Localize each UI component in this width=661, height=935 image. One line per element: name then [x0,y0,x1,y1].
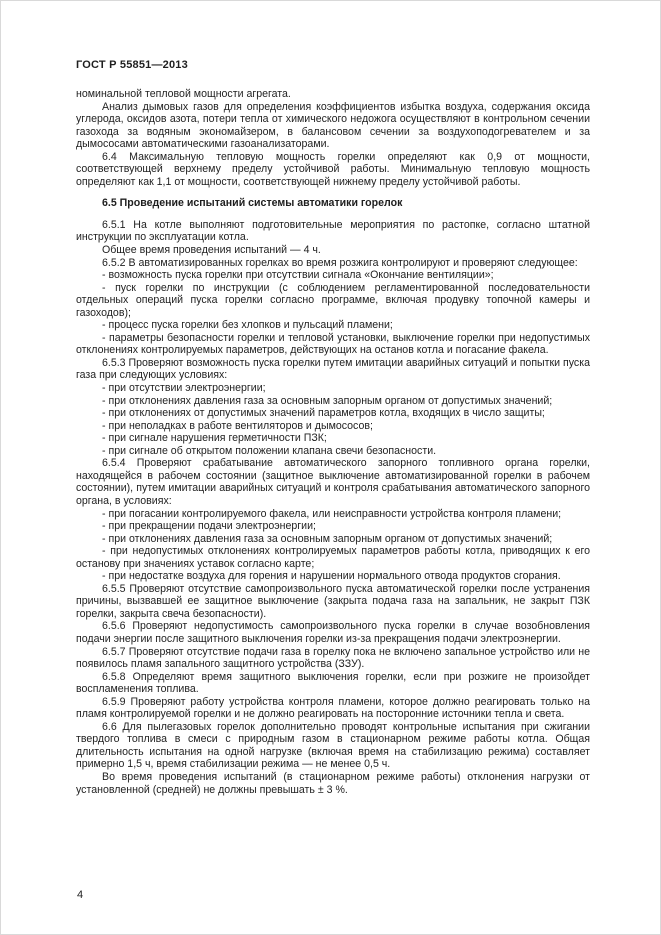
section-heading: 6.5 Проведение испытаний системы автоматики горелок [102,197,403,210]
list-item: - при отклонениях давления газа за основным запорным органом от допустимых значений; [102,394,553,407]
paragraph: 6.5.2 В автоматизированных горелках во время розжига контролируют и проверяют следующее: [102,256,578,269]
paragraph: 6.4 Максимальную тепловую мощность горелки определяют как 0,9 от мощности, соответствующей верхнему пределу устойчивой работы. Минимальную тепловую мощность определяют как 1,1 от мощности, соответствующей нижнему пределу устойчивой работы. [76,150,590,188]
list-item: - при сигнале об открытом положении клапана свечи безопасности. [102,444,437,457]
paragraph: 6.5.4 Проверяют срабатывание автоматического запорного топливного органа горелки, находящейся в рабочем состоянии (защитное выключение автоматизированной горелки в рабочем состоянии), путем имитации аварийных ситуаций и контроля срабатывания автоматического запорного органа, в условиях: [76,457,590,507]
document-body [76,88,590,796]
paragraph: номинальной тепловой мощности агрегата. [76,88,291,100]
list-item: - при погасании контролируемого факела, или неисправности устройства контроля пламени; [102,507,562,520]
page-number: 4 [77,889,84,901]
paragraph: 6.5.7 Проверяют отсутствие подачи газа в горелку пока не включено запальное устройство или не появилось пламя запального защитного устройства (ЗЗУ). [76,645,590,671]
paragraph: Общее время проведения испытаний — 4 ч. [102,244,321,257]
paragraph: 6.5.6 Проверяют недопустимость самопроизвольного пуска горелки в случае возобновления подачи энергии после защитного выключения горелки из-за прекращения подачи электроэнергии. [76,620,590,645]
paragraph: Анализ дымовых газов для определения коэффициентов избытка воздуха, содержания оксида углерода, оксидов азота, потери тепла от химического недожога осуществляют в контрольном сечении газохода за водяным экономайзером, в балансовом сечении за воздухоподогревателем и за дымососами автоматическими газоанализаторами. [76,100,590,151]
list-item: - при недопустимых отклонениях контролируемых параметров работы котла, приводящих к его останову при значениях уставок согласно карте; [76,545,590,570]
paragraph: 6.5.5 Проверяют отсутствие самопроизвольного пуска автоматической горелки после устранения причины, вызвавшей ее защитное выключение (закрыта подача газа на запальник, не закрыт ПЗК горелки, закрыта свеча безопасности). [76,582,590,620]
list-item: - при прекращении подачи электроэнергии; [102,520,316,533]
list-item: - пуск горелки по инструкции (с соблюдением регламентированной последовательности отдельных операций пуска горелки согласно программе, включая продувку топочной камеры и газоходов); [76,281,590,319]
list-item: - при отклонениях давления газа за основным запорным органом от допустимых значений; [102,532,553,545]
paragraph: 6.5.1 На котле выполняют подготовительные мероприятия по растопке, согласно штатной инструкции по эксплуатации котла. [76,218,590,244]
list-item: - параметры безопасности горелки и тепловой установки, выключение горелки при недопустимых отклонениях контролируемых параметров, действующих на останов котла и погасание факела. [76,331,590,357]
paragraph: 6.6 Для пылегазовых горелок дополнительно проводят контрольные испытания при сжигании твердого топлива в смеси с природным газом в стационарном режиме работы котла. Общая длительность испытания на одной нагрузке (включая время на стабилизацию режима) составляет примерно 1,5 ч, время стабилизации режима — не менее 0,5 ч. [76,720,590,771]
list-item: - при отклонениях от допустимых значений параметров котла, входящих в число защиты; [102,407,545,420]
list-item: - при сигнале нарушения герметичности ПЗК; [102,432,327,445]
paragraph: Во время проведения испытаний (в стационарном режиме работы) отклонения нагрузки от установленной (средней) не должны превышать ± 3 %. [76,770,590,796]
paragraph: 6.5.8 Определяют время защитного выключения горелки, если при розжиге не произойдет воспламенения топлива. [76,670,590,696]
list-item: - при недостатке воздуха для горения и нарушении нормального отвода продуктов сгорания. [102,570,561,583]
paragraph: 6.5.3 Проверяют возможность пуска горелки путем имитации аварийных ситуаций и попытки пуска газа при следующих условиях: [76,356,590,382]
list-item: - процесс пуска горелки без хлопков и пульсаций пламени; [102,319,393,332]
list-item: - возможность пуска горелки при отсутствии сигнала «Окончание вентиляции»; [102,269,494,282]
list-item: - при неполадках в работе вентиляторов и дымососов; [102,419,373,432]
list-item: - при отсутствии электроэнергии; [102,382,266,395]
paragraph: 6.5.9 Проверяют работу устройства контроля пламени, которое должно реагировать только на пламя контролируемой горелки и не должно реагировать на посторонние источники тепла и света. [76,695,590,721]
document-standard-number: ГОСТ Р 55851—2013 [76,59,188,71]
